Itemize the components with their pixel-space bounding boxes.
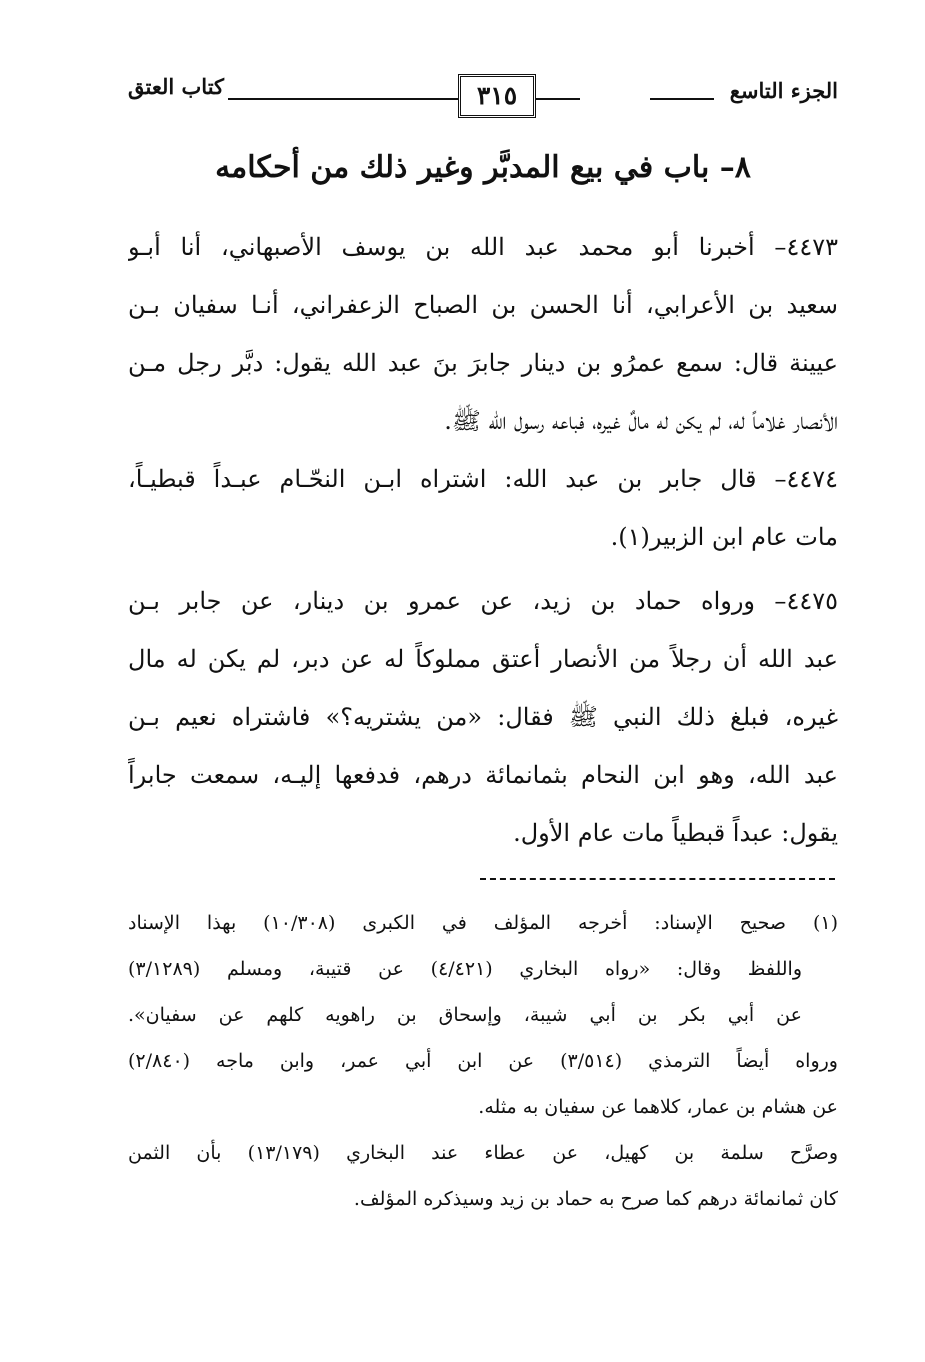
text-line: مات عام ابن الزبير(١).: [610, 523, 838, 551]
running-header: [128, 68, 838, 122]
text-line: ٤٤٧٤– قال جابر بن عبد الله: اشتراه ابـن النحّـام عبـداً قبطيـاً،: [128, 465, 838, 493]
main-text: [128, 218, 838, 862]
text-line: ٤٤٧٣– أخبرنا أبو محمد عبد الله بن يوسف الأصبهاني، أنا أبـو: [128, 233, 838, 261]
footnote-separator: [480, 878, 835, 880]
text-line: يقول: عبداً قبطياً مات عام الأول.: [513, 819, 838, 847]
text-line: الأنصار غلاماً له، لم يكن له مالٌ غيره، فباعه رسول الله ﷺ.: [444, 407, 838, 435]
footnote-line: كان ثمانمائة درهم كما صرح به حماد بن زيد وسيذكره المؤلف.: [353, 1188, 838, 1210]
footnotes: [128, 900, 838, 1222]
footnote-line: واللفظ وقال: «رواه البخاري (٤/٤٢١) عن قتيبة، ومسلم (٣/١٢٨٩): [128, 958, 802, 980]
book-title: كتاب العتق: [128, 74, 225, 99]
text-line: عبد الله أن رجلاً من الأنصار أعتق مملوكاً له عن دبر، لم يكن له مال: [128, 645, 838, 673]
footnote-line: (١) صحيح الإسناد: أخرجه المؤلف في الكبرى (١٠/٣٠٨) بهذا الإسناد: [128, 912, 838, 934]
header-rule-right: [650, 98, 714, 100]
footnote-line: عن هشام بن عمار، كلاهما عن سفيان به مثله.: [478, 1096, 838, 1118]
text-line: ٤٤٧٥– ورواه حماد بن زيد، عن عمرو بن دينار، عن جابر بـن: [128, 587, 838, 615]
footnote-line: وصرَّح سلمة بن كهيل، عن عطاء عند البخاري (١٣/١٧٩) بأن الثمن: [128, 1142, 838, 1164]
footnote-line: عن أبي بكر بن أبي شيبة، وإسحاق بن راهويه كلهم عن سفيان».: [128, 1004, 802, 1026]
part-title: الجزء التاسع: [729, 78, 838, 103]
text-line: سعيد بن الأعرابي، أنا الحسن بن الصباح الزعفراني، أنـا سفيان بـن: [128, 291, 838, 319]
text-line: غيره، فبلغ ذلك النبي ﷺ فقال: «من يشتريه؟» فاشتراه نعيم بـن: [128, 703, 838, 731]
chapter-heading: ٨– باب في بيع المدبَّر وغير ذلك من أحكامه: [215, 150, 751, 185]
page-number: ٣١٥: [458, 74, 536, 118]
text-line: عبد الله، وهو ابن النحام بثمانمائة درهم، فدفعها إليـه، سمعت جابراً: [128, 761, 838, 789]
footnote-line: ورواه أيضاً الترمذي (٣/٥١٤) عن ابن أبي عمر، وابن ماجه (٢/٨٤٠): [128, 1050, 838, 1072]
text-line: عيينة قال: سمع عمرُو بن دينار جابرَ بنَ عبد الله يقول: دبَّر رجل مـن: [128, 349, 838, 377]
